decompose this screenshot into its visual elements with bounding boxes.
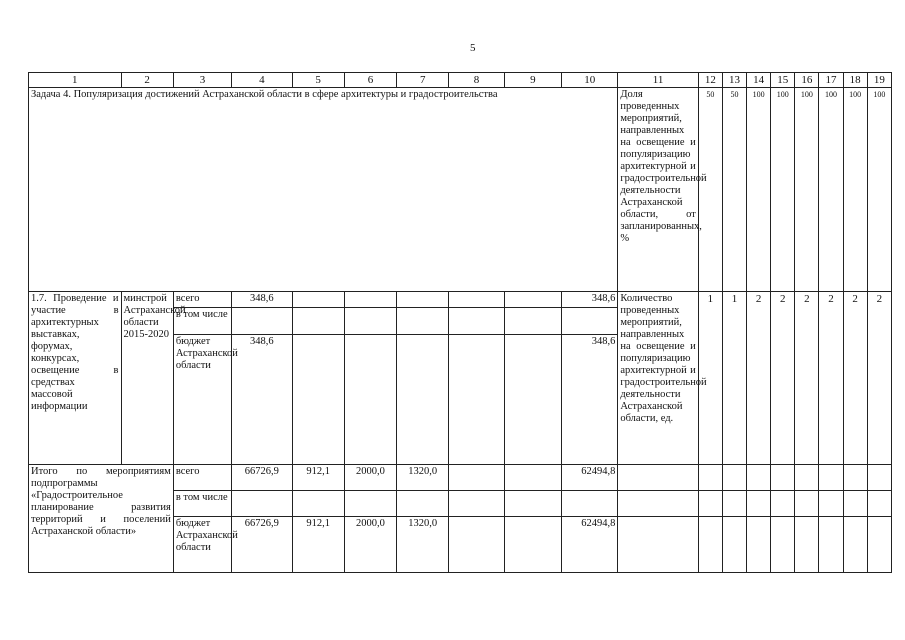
col-header: 14 [747,73,771,88]
empty-cell [722,491,746,517]
task-indicator: Доля проведенных мероприятий, направленных на освещение и популяризацию архитектурной и градостроительной деятельности Астраханской области, от запланированных, % [618,88,698,292]
task-value: 50 [722,88,746,292]
empty-cell [771,491,795,517]
col-header: 18 [843,73,867,88]
cell-other: 348,6 [562,335,618,465]
measure-executor: минстрой Астраханской области 2015-2020 [121,292,173,465]
cell-value [504,491,561,517]
col-header: 12 [698,73,722,88]
row-label: всего [173,465,231,491]
empty-cell [618,465,698,491]
cell-value [504,335,561,465]
task-value: 50 [698,88,722,292]
measure-value: 2 [795,292,819,465]
col-header: 7 [397,73,449,88]
measure-value: 2 [843,292,867,465]
empty-cell [819,465,843,491]
col-header: 3 [173,73,231,88]
cell-other: 62494,8 [562,465,618,491]
cell-value [504,292,561,308]
task-value: 100 [819,88,843,292]
cell-value [449,335,504,465]
empty-cell [722,517,746,573]
cell-value [344,491,396,517]
cell-total: 348,6 [232,335,292,465]
empty-cell [618,517,698,573]
task-value: 100 [843,88,867,292]
cell-value [504,465,561,491]
empty-cell [867,465,891,491]
measure-value: 1 [698,292,722,465]
program-table [28,72,892,573]
row-label: всего [173,292,231,308]
cell-value [449,465,504,491]
measure-value: 2 [867,292,891,465]
cell-value: 1320,0 [397,465,449,491]
cell-value [449,517,504,573]
empty-cell [843,491,867,517]
cell-value [292,308,344,335]
cell-value [344,308,396,335]
cell-value [397,308,449,335]
cell-value [397,491,449,517]
col-header: 9 [504,73,561,88]
empty-cell [698,517,722,573]
empty-cell [819,517,843,573]
col-header: 8 [449,73,504,88]
cell-other: 348,6 [562,292,618,308]
measure-value: 2 [819,292,843,465]
col-header: 11 [618,73,698,88]
cell-value [504,517,561,573]
empty-cell [867,517,891,573]
measure-indicator: Количество проведенных мероприятий, направленных на освещение и популяризацию архитектурной и градостроительной деятельности Астраханской области, ед. [618,292,698,465]
col-header: 17 [819,73,843,88]
measure-value: 2 [771,292,795,465]
cell-total: 66726,9 [232,465,292,491]
empty-cell [771,465,795,491]
measure-name: 1.7. Проведение и участие в архитектурных выставках, форумах, конкурсах, освещение в средствах массовой информации [29,292,122,465]
empty-cell [867,491,891,517]
cell-value [344,292,396,308]
col-header: 13 [722,73,746,88]
cell-total [232,491,292,517]
cell-value: 912,1 [292,517,344,573]
col-header: 2 [121,73,173,88]
col-header: 16 [795,73,819,88]
task-title: Задача 4. Популяризация достижений Астраханской области в сфере архитектуры и градостроительства [29,88,618,292]
empty-cell [747,465,771,491]
cell-total: 348,6 [232,292,292,308]
empty-cell [618,491,698,517]
task-value: 100 [795,88,819,292]
cell-value [344,335,396,465]
row-label: бюджет Астраханской области [173,517,231,573]
cell-total [232,308,292,335]
empty-cell [722,465,746,491]
empty-cell [747,491,771,517]
measure-value: 1 [722,292,746,465]
cell-value [397,335,449,465]
cell-value [449,292,504,308]
page-number: 5 [470,42,476,54]
empty-cell [819,491,843,517]
cell-value: 1320,0 [397,517,449,573]
empty-cell [843,465,867,491]
cell-value: 2000,0 [344,517,396,573]
cell-value [449,491,504,517]
row-label: в том числе [173,308,231,335]
col-header: 5 [292,73,344,88]
cell-other [562,491,618,517]
task-value: 100 [867,88,891,292]
empty-cell [795,465,819,491]
col-header: 6 [344,73,396,88]
empty-cell [771,517,795,573]
cell-value [292,491,344,517]
cell-other [562,308,618,335]
measure-row-total [29,292,892,308]
col-header: 10 [562,73,618,88]
empty-cell [698,491,722,517]
col-header: 4 [232,73,292,88]
col-header: 19 [867,73,891,88]
empty-cell [698,465,722,491]
col-header: 1 [29,73,122,88]
col-header: 15 [771,73,795,88]
task-value: 100 [771,88,795,292]
total-name: Итого по мероприятиям подпрограммы «Градостроительное планирование развития территорий и поселений Астраханской области» [29,465,174,573]
cell-value [292,335,344,465]
empty-cell [795,491,819,517]
empty-cell [795,517,819,573]
empty-cell [747,517,771,573]
cell-value: 912,1 [292,465,344,491]
row-label: бюджет Астраханской области [173,335,231,465]
cell-value: 2000,0 [344,465,396,491]
header-row [29,73,892,88]
total-row-all [29,465,892,491]
row-label: в том числе [173,491,231,517]
empty-cell [843,517,867,573]
cell-value [397,292,449,308]
measure-value: 2 [747,292,771,465]
cell-value [292,292,344,308]
cell-other: 62494,8 [562,517,618,573]
cell-total: 66726,9 [232,517,292,573]
task-row [29,88,892,292]
task-value: 100 [747,88,771,292]
cell-value [449,308,504,335]
cell-value [504,308,561,335]
